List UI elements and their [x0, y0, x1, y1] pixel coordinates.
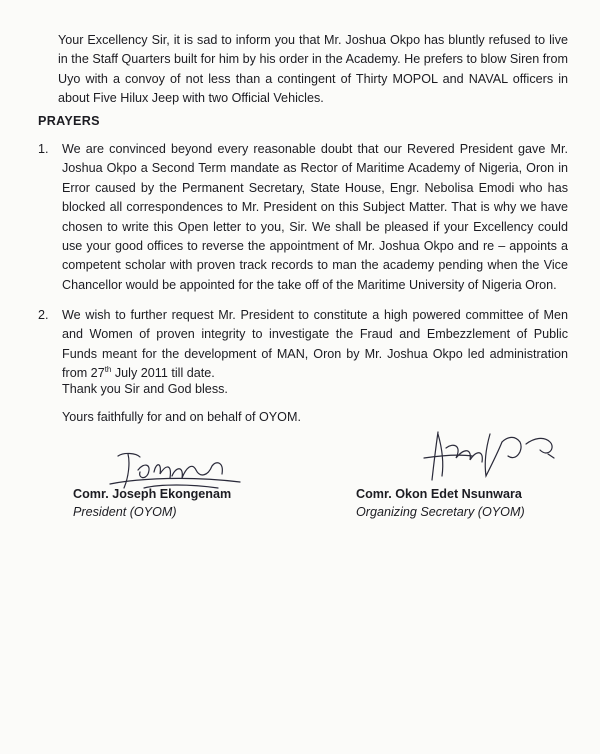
prayer-text-2 — [62, 306, 568, 384]
closing-line: Yours faithfully for and on behalf of OYOM. — [62, 410, 301, 424]
prayers-heading: PRAYERS — [38, 114, 100, 128]
prayer-item-1 — [38, 140, 568, 295]
signatory-2-name: Comr. Okon Edet Nsunwara — [356, 487, 522, 501]
signature-2-image — [398, 428, 563, 483]
date-superscript: th — [104, 365, 112, 375]
signatory-1-role: President (OYOM) — [73, 505, 177, 519]
prayer-text-2-end: July 2011 till date. — [111, 366, 215, 381]
signatory-1-name: Comr. Joseph Ekongenam — [73, 487, 232, 501]
prayer-number-1: 1. — [38, 142, 49, 156]
signatory-1 — [73, 485, 231, 521]
intro-paragraph: Your Excellency Sir, it is sad to inform you that Mr. Joshua Okpo has bluntly refused to live in the Staff Quarters built for him by his order in the Academy. He prefers to blow Siren from Uyo with a convoy of not less than a contingent of Thirty MOPOL and NAVAL officers in about Five Hilux Jeep with two Official Vehicles. — [58, 33, 568, 106]
signatory-2-role: Organizing Secretary (OYOM) — [356, 505, 525, 519]
prayer-item-2 — [38, 306, 568, 384]
prayer-number-2: 2. — [38, 308, 49, 322]
thanks-line: Thank you Sir and God bless. — [62, 382, 228, 396]
signatory-2 — [356, 485, 525, 521]
prayer-text-2-main: We wish to further request Mr. President to constitute a high powered committee of Men and Women of proven integrity to investigate the Fraud and Embezzlement of Public Funds meant for the development of MAN, Oron by Mr. Joshua Okpo led administration from 27 — [62, 308, 568, 381]
prayer-text-1: We are convinced beyond every reasonable doubt that our Revered President gave Mr. Joshua Okpo a Second Term mandate as Rector of Maritime Academy of Nigeria, Oron in Error caused by the Permanent Secretary, State House, Engr. Nebolisa Emodi who has blocked all correspondences to Mr. President on this Subject Matter. That is why we have chosen to write this Open letter to you, Sir. We shall be pleased if your Excellency could use your good offices to reverse the appointment of Mr. Joshua Okpo and re – appoints a competent scholar with proven track records to man the academy pending when the Vice Chancellor would be appointed for the take off of the Maritime University of Nigeria Oron. — [62, 142, 568, 292]
